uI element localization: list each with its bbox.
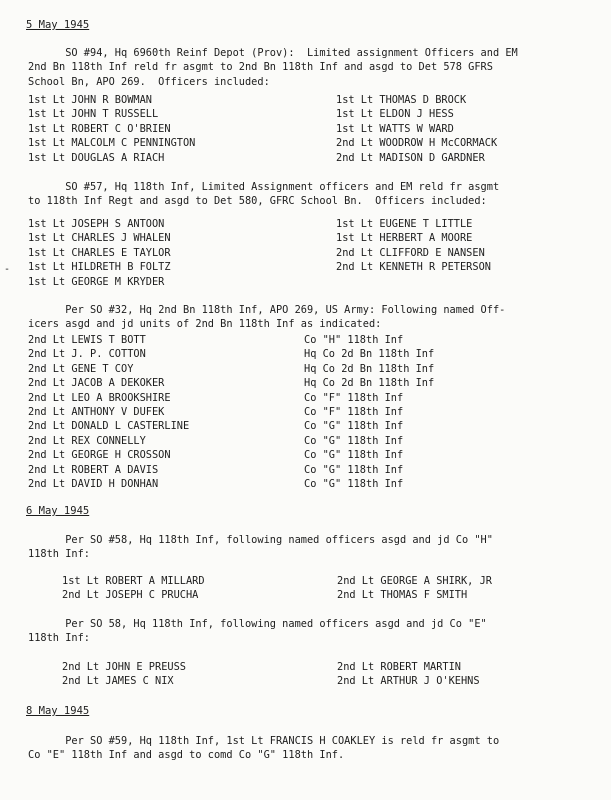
officer-name: 2nd Lt GENE T COY <box>28 362 134 375</box>
officer-name: 2nd Lt ANTHONY V DUFEK <box>28 405 165 418</box>
officer-row <box>28 93 588 107</box>
officer-name: 2nd Lt ARTHUR J O'KEHNS <box>337 675 480 688</box>
section-date: 6 May 1945 <box>26 505 90 517</box>
order-paragraph: Per SO 58, Hq 118th Inf, following named officers asgd and jd Co "E" 118th Inf: <box>28 618 487 645</box>
officer-name: 2nd Lt CLIFFORD E NANSEN <box>336 246 485 259</box>
officer-name: 1st Lt ROBERT A MILLARD <box>62 575 205 587</box>
officer-name: 1st Lt MALCOLM C PENNINGTON <box>28 137 196 150</box>
officer-row <box>28 107 588 121</box>
officer-row <box>28 260 588 274</box>
officer-name: 2nd Lt J. P. COTTON <box>28 348 146 361</box>
officer-name: 2nd Lt JAMES C NIX <box>62 675 174 688</box>
officer-name: 1st Lt CHARLES J WHALEN <box>28 232 171 245</box>
officer-row <box>62 574 590 588</box>
officer-row <box>28 217 588 231</box>
officer-name: 2nd Lt JOSEPH C PRUCHA <box>62 589 199 602</box>
officer-name: 1st Lt GEORGE M KRYDER <box>28 275 165 288</box>
assignment-list <box>28 333 588 491</box>
officer-name: 2nd Lt LEO A BROOKSHIRE <box>28 391 171 404</box>
section-date: 5 May 1945 <box>26 19 90 31</box>
officer-name: 1st Lt JOSEPH S ANTOON <box>28 218 165 230</box>
officer-row <box>28 231 588 245</box>
officer-name: 1st Lt JOHN T RUSSELL <box>28 108 159 121</box>
officer-name: 1st Lt ELDON J HESS <box>336 108 454 121</box>
assignment-row <box>28 419 588 433</box>
officer-name: 1st Lt JOHN R BOWMAN <box>28 94 152 106</box>
unit-name: Co "G" 118th Inf <box>304 477 404 490</box>
order-paragraph: Per SO #59, Hq 118th Inf, 1st Lt FRANCIS H COAKLEY is reld fr asgmt to Co "E" 118th Inf and asgd to comd Co "G" 118th Inf. <box>28 735 500 762</box>
officer-row <box>28 151 588 165</box>
officer-name: 2nd Lt GEORGE H CROSSON <box>28 449 171 462</box>
order-paragraph: SO #57, Hq 118th Inf, Limited Assignment officers and EM reld fr asgmt to 118th Inf Regt and asgd to Det 580, GFRC School Bn. Officers included: <box>28 181 500 208</box>
officer-name: 2nd Lt KENNETH R PETERSON <box>336 261 491 274</box>
margin-mark: - <box>4 264 11 275</box>
officer-name: 1st Lt WATTS W WARD <box>336 122 454 135</box>
assignment-row <box>28 434 588 448</box>
officer-row <box>28 136 588 150</box>
officer-row <box>62 660 590 674</box>
assignment-row <box>28 362 588 376</box>
officer-name <box>336 275 588 289</box>
unit-name: Co "G" 118th Inf <box>304 434 404 447</box>
unit-name: Hq Co 2d Bn 118th Inf <box>304 362 435 375</box>
unit-name: Co "G" 118th Inf <box>304 449 404 462</box>
officer-name: 2nd Lt JOHN E PREUSS <box>62 661 186 673</box>
officer-name: 2nd Lt MADISON D GARDNER <box>336 151 485 164</box>
officer-name: 2nd Lt REX CONNELLY <box>28 434 146 447</box>
officer-name: 2nd Lt JACOB A DEKOKER <box>28 377 165 390</box>
officer-list <box>28 217 588 289</box>
officer-list <box>62 660 590 689</box>
unit-name: Co "H" 118th Inf <box>304 334 404 346</box>
assignment-row <box>28 333 588 347</box>
officer-row <box>28 275 588 289</box>
assignment-row <box>28 391 588 405</box>
officer-name: 2nd Lt LEWIS T BOTT <box>28 334 146 346</box>
officer-name: 2nd Lt ROBERT MARTIN <box>337 661 461 673</box>
assignment-row <box>28 463 588 477</box>
assignment-row <box>28 448 588 462</box>
officer-list <box>28 93 588 165</box>
officer-name: 1st Lt HERBERT A MOORE <box>336 232 473 245</box>
officer-name: 2nd Lt ROBERT A DAVIS <box>28 463 159 476</box>
officer-name: 1st Lt ROBERT C O'BRIEN <box>28 122 171 135</box>
order-paragraph: Per SO #32, Hq 2nd Bn 118th Inf, APO 269, US Army: Following named Off- icers asgd and jd units of 2nd Bn 118th Inf as indicated: <box>28 304 506 331</box>
officer-row <box>28 122 588 136</box>
officer-row <box>28 246 588 260</box>
officer-name: 2nd Lt GEORGE A SHIRK, JR <box>337 575 492 587</box>
order-paragraph: Per SO #58, Hq 118th Inf, following named officers asgd and jd Co "H" 118th Inf: <box>28 534 493 561</box>
unit-name: Co "F" 118th Inf <box>304 405 404 418</box>
officer-name: 2nd Lt WOODROW H McCORMACK <box>336 137 498 150</box>
assignment-row <box>28 347 588 361</box>
officer-name: 2nd Lt DAVID H DONHAN <box>28 477 159 490</box>
assignment-row <box>28 376 588 390</box>
section-date: 8 May 1945 <box>26 705 90 717</box>
officer-list <box>62 574 590 603</box>
unit-name: Co "G" 118th Inf <box>304 420 404 433</box>
officer-name: 1st Lt DOUGLAS A RIACH <box>28 151 165 164</box>
assignment-row <box>28 477 588 491</box>
officer-name: 1st Lt EUGENE T LITTLE <box>336 218 473 230</box>
unit-name: Co "G" 118th Inf <box>304 463 404 476</box>
officer-name: 2nd Lt THOMAS F SMITH <box>337 589 468 602</box>
assignment-row <box>28 405 588 419</box>
officer-name: 1st Lt CHARLES E TAYLOR <box>28 246 171 259</box>
order-paragraph: SO #94, Hq 6960th Reinf Depot (Prov): Limited assignment Officers and EM 2nd Bn 118th Inf reld fr asgmt to 2nd Bn 118th Inf and asgd to Det 578 GFRS School Bn, APO 269. Officers included: <box>28 47 518 88</box>
officer-name: 1st Lt HILDRETH B FOLTZ <box>28 261 171 274</box>
unit-name: Hq Co 2d Bn 118th Inf <box>304 348 435 361</box>
officer-row <box>62 588 590 602</box>
officer-row <box>62 674 590 688</box>
officer-name: 1st Lt THOMAS D BROCK <box>336 94 467 106</box>
unit-name: Co "F" 118th Inf <box>304 391 404 404</box>
officer-name: 2nd Lt DONALD L CASTERLINE <box>28 420 190 433</box>
unit-name: Hq Co 2d Bn 118th Inf <box>304 377 435 390</box>
